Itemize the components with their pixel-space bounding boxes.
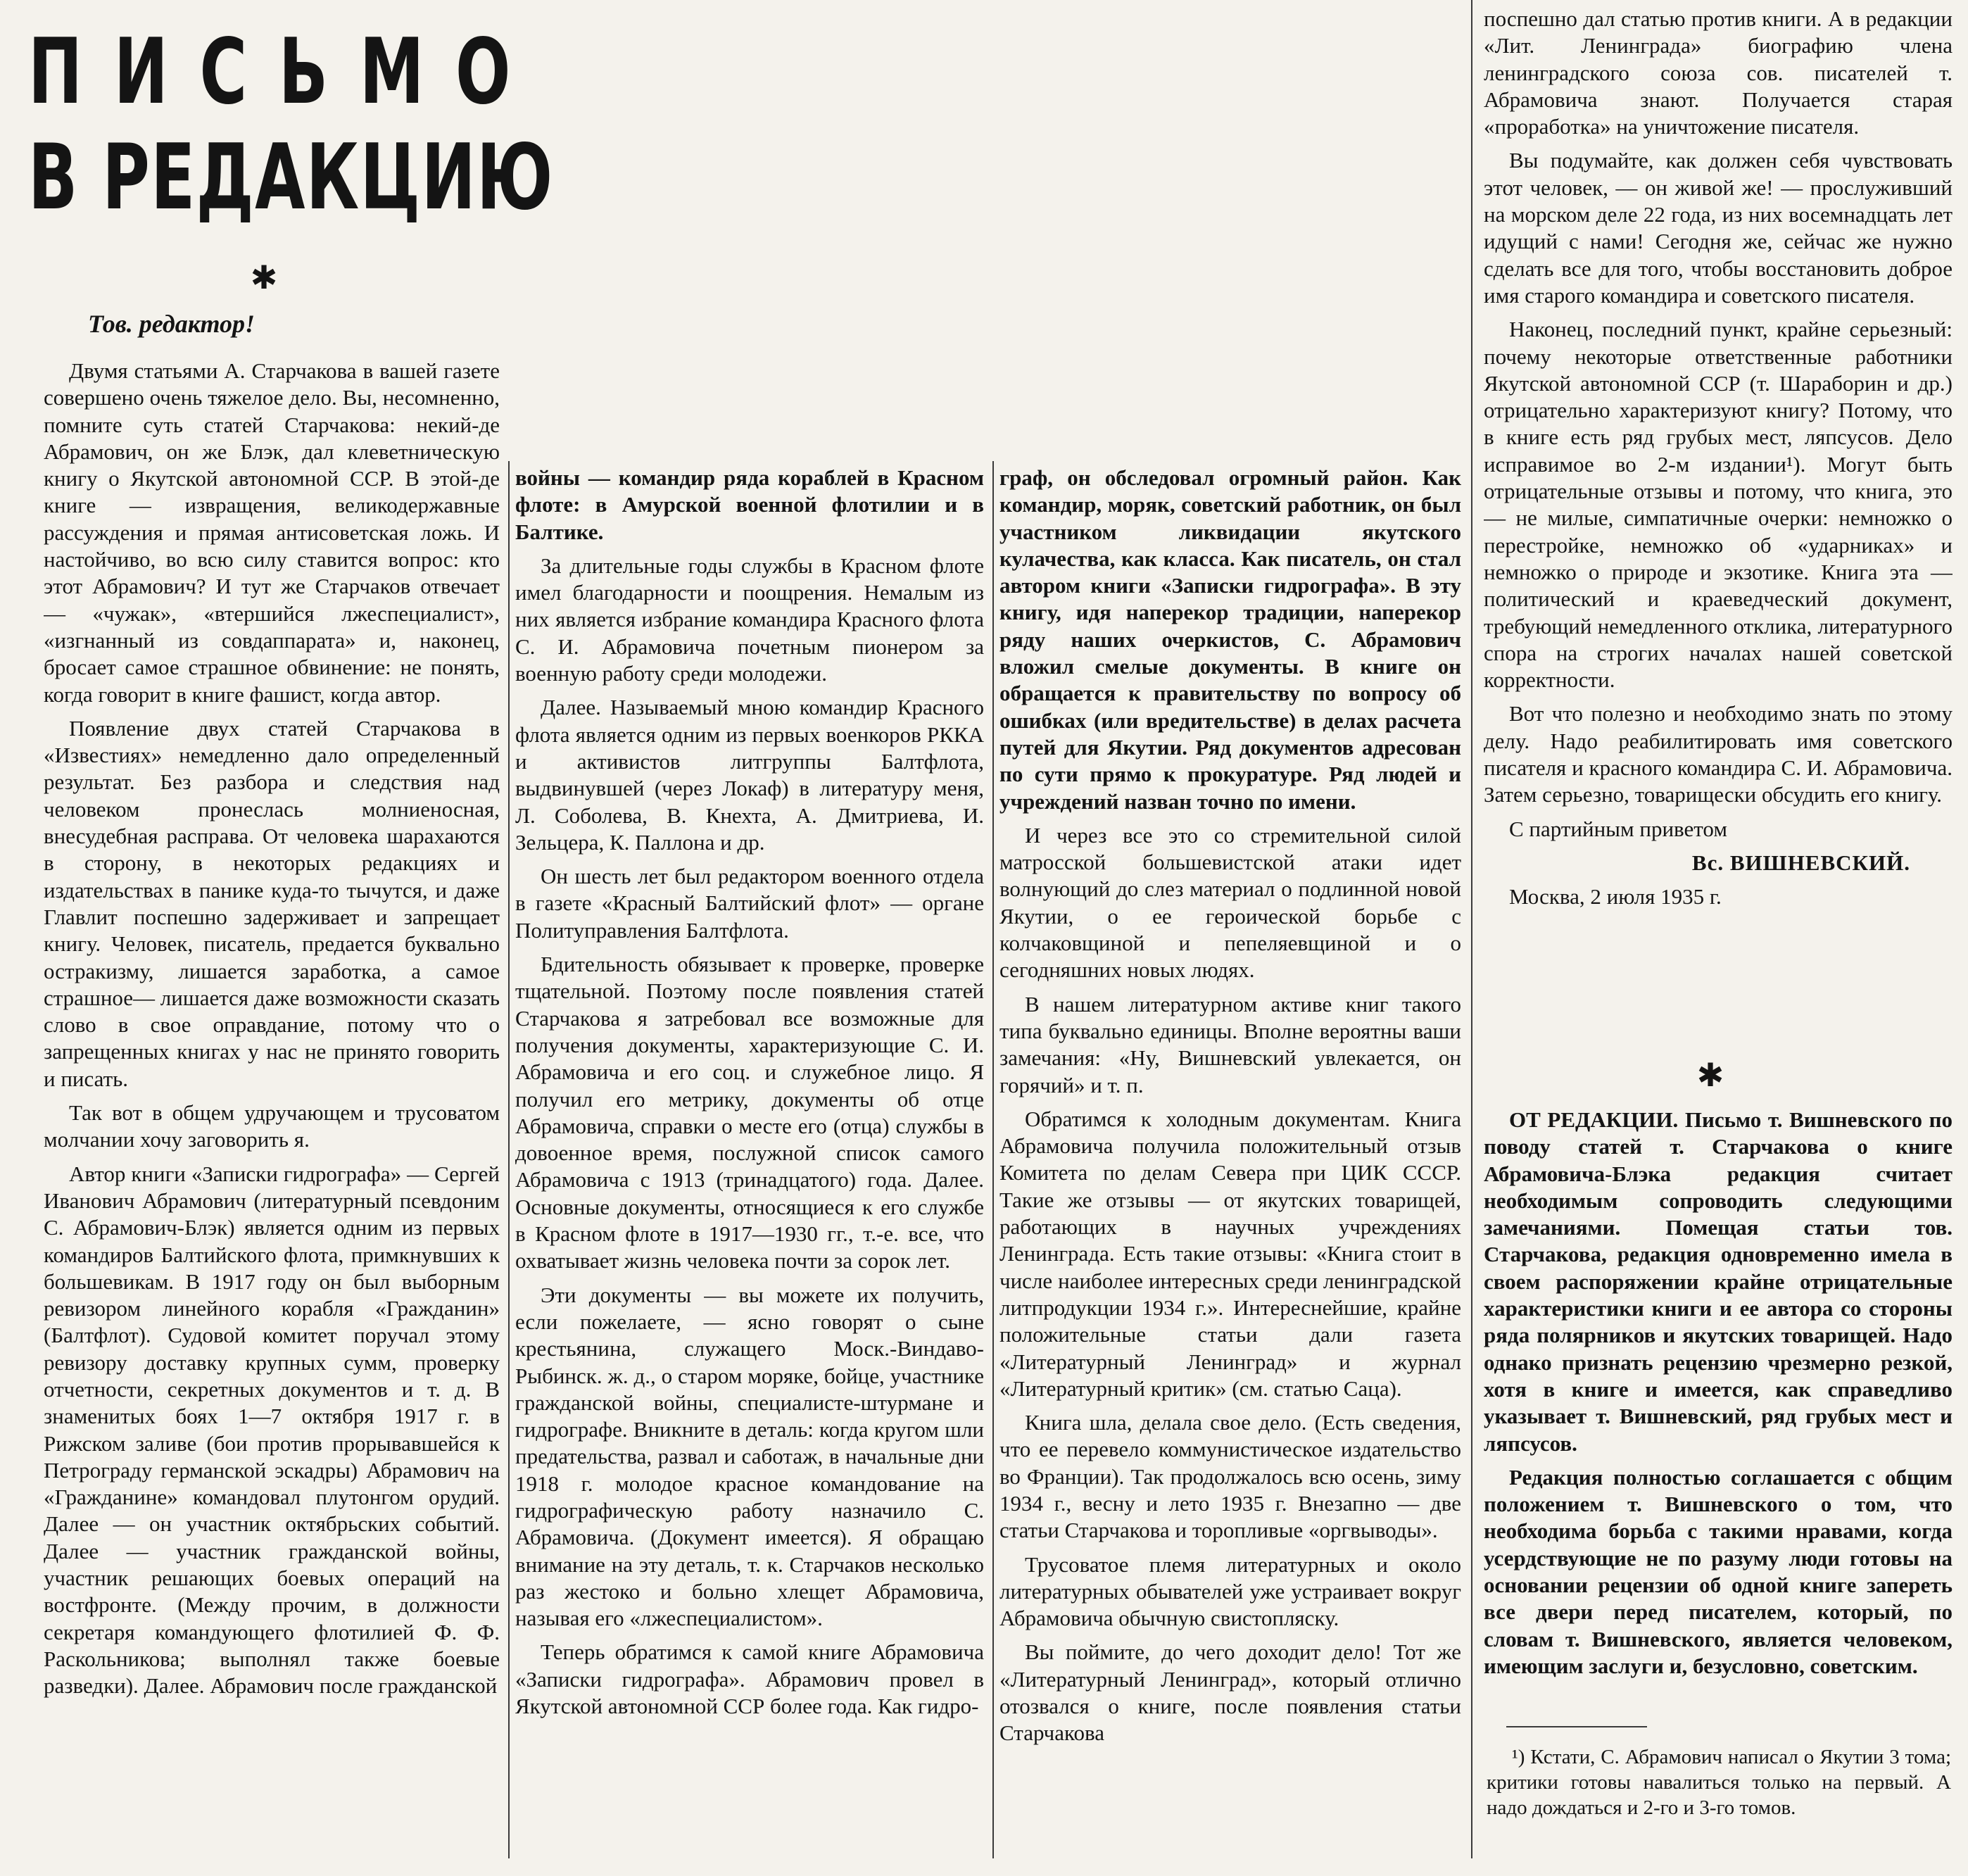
salutation: Тов. редактор! bbox=[88, 310, 256, 338]
paragraph: Теперь обратимся к самой книге Абрамовича «Записки гидрографа». Абрамович провел в Якутской автономной ССР более года. Как гидро- bbox=[515, 1639, 984, 1719]
column-rule bbox=[992, 461, 994, 1858]
column-1 bbox=[44, 358, 500, 1857]
paragraph: И через все это со стремительной силой матросской большевистской атаки идет волнующий до слез материал о подлинной новой Якутии, о ее героической борьбе с колчаковщиной и пепеляевщиной и о сегодняшних новых людях. bbox=[999, 822, 1461, 983]
paragraph: Трусоватое племя литературных и около литературных обывателей уже устраивает вокруг Абрамовича обычную свистопляску. bbox=[999, 1551, 1461, 1631]
paragraph: Наконец, последний пункт, крайне серьезный: почему некоторые ответственные работники Якутской автономной ССР (т. Шараборин и др.) отрицательно характеризуют книгу? Потому, что в книге есть ряд грубых мест, ляпсусов. Дело исправимое во 2-м издании¹). Могут быть отрицательные отзывы и потому, что книга, это — не милые, симпатичные очерки: немножко о перестройке, немножко об «ударниках» и немножко о природе и экзотике. Книга эта — политический и краеведческий документ, требующий немедленного отклика, литературного спора на строгих началах нашей советской корректности. bbox=[1484, 317, 1953, 693]
paragraph: Книга шла, делала свое дело. (Есть сведения, что ее перевело коммунистическое издательство во Франции). Так продолжалось всю осень, зиму 1934 г., весну и лето 1935 г. Внезапно — две статьи Старчакова и торопливые «оргвыводы». bbox=[999, 1410, 1461, 1543]
column-rule bbox=[508, 461, 510, 1858]
footnote-rule bbox=[1506, 1726, 1647, 1727]
place-date: Москва, 2 июля 1935 г. bbox=[1509, 884, 1722, 909]
paragraph: Вы поймите, до чего доходит дело! Тот же «Литературный Ленинград», который отлично отозвался о книге, после появления статьи Старчакова bbox=[999, 1639, 1461, 1746]
paragraph: Вы подумайте, как должен себя чувствовать этот человек, — он живой же! — прослуживший на морском деле 22 года, из них восемнадцать лет идущий с нами! Сегодня же, сейчас же нужно сделать все для того, чтобы восстановить доброе имя старого командира и советского писателя. bbox=[1484, 148, 1953, 308]
paragraph: поспешно дал статью против книги. А в редакции «Лит. Ленинграда» биографию члена ленинградского союза сов. писателей т. Абрамовича знают. Получается старая «проработка» на уничтожение писателя. bbox=[1484, 6, 1953, 139]
star-ornament-editorial: ✱ bbox=[1696, 1057, 1724, 1093]
closing: С партийным приветом bbox=[1509, 816, 1727, 841]
column-2 bbox=[515, 465, 984, 1858]
headline bbox=[28, 20, 554, 231]
signature: Вс. ВИШНЕВСКИЙ. bbox=[1691, 850, 1910, 875]
paragraph: Так вот в общем удручающем и трусоватом молчании хочу заговорить я. bbox=[44, 1100, 500, 1152]
paragraph: Бдительность обязывает к проверке, проверке тщательной. Поэтому после появления статей Старчакова я затребовал все возможные для получения документы, характеризующие С. И. Абрамовича и его соц. и служебное лицо. Я получил его метрику, документы об отце Абрамовича, справки о месте его (отца) службы в довоенное время, послужной список самого Абрамовича с 1913 (тринадцатого) года. Далее. Основные документы, относящиеся к его службе в Красном флоте в 1917—1930 гг., т.-е. все, что охватывает жизнь человека почти за сорок лет. bbox=[515, 952, 984, 1273]
paragraph: Вот что полезно и необходимо знать по этому делу. Надо реабилитировать имя советского писателя и красного командира С. И. Абрамовича. Затем серьезно, товарищески обсудить его книгу. bbox=[1484, 701, 1953, 807]
paragraph: Появление двух статей Старчакова в «Известиях» немедленно дало определенный результат. Без разбора и следствия над человеком пронеслась молниеносная, внесудебная расправа. От человека шарахаются в сторону, в некоторых редакциях и издательствах в панике куда-то тычутся, и даже Главлит поспешно задерживает и запрещает книгу. Человек, писатель, предается буквально остракизму, лишается заработка, а самое страшное— лишается даже возможности сказать слово в свое оправдание, потому что о запрещенных книгах у нас не принято говорить и писать. bbox=[44, 715, 500, 1091]
paragraph: ОТ РЕДАКЦИИ. Письмо т. Вишневского по поводу статей т. Старчакова о книге Абрамовича-Блэка редакция считает необходимым сопроводить следующими замечаниями. Помещая статьи тов. Старчакова, редакция одновременно имела в своем распоряжении крайне отрицательные характеристики книги и ее автора со стороны ряда полярников и якутских товарищей. Надо однако признать рецензию чрезмерно резкой, хотя в книге и имеется, как справедливо указывает т. Вишневский, ряд грубых мест и ляпсусов. bbox=[1484, 1107, 1953, 1456]
paragraph: войны — командир ряда кораблей в Красном флоте: в Амурской военной флотилии и в Балтике. bbox=[515, 465, 984, 544]
paragraph: граф, он обследовал огромный район. Как командир, моряк, советский работник, он был участником ликвидации якутского кулачества, как класса. Как писатель, он стал автором книги «Записки гидрографа». В эту книгу, идя наперекор традиции, наперекор ряду наших очеркистов, С. Абрамович вложил смелые документы. В книге он обращается к правительству по вопросу об ошибках (или вредительстве) в делах расчета путей для Якутии. Ряд документов адресован по сути прямо к прокуратуре. Ряд людей и учреждений назван точно по имени. bbox=[999, 465, 1461, 814]
headline-line-2: В РЕДАКЦИЮ bbox=[28, 125, 554, 230]
footnote bbox=[1487, 1744, 1951, 1820]
paragraph: Он шесть лет был редактором военного отдела в газете «Красный Балтийский флот» — органе Политуправления Балтфлота. bbox=[515, 864, 984, 943]
headline-line-1: ПИСЬМО bbox=[28, 20, 543, 125]
column-4 bbox=[1484, 6, 1953, 1062]
paragraph: За длительные годы службы в Красном флоте имел благодарности и поощрения. Немалым из них является избрание командира Красного флота С. И. Абрамовича почетным пионером за военную работу среди молодежи. bbox=[515, 553, 984, 686]
paragraph: Далее. Называемый мною командир Красного флота является одним из первых военкоров РККА и активистов литгруппы Балтфлота, выдвинувшей (через Локаф) в литературу меня, Л. Соболева, В. Кнехта, А. Дмитриева, И. Зельцера, К. Паллона и др. bbox=[515, 695, 984, 855]
paragraph: Эти документы — вы можете их получить, если пожелаете, — ясно говорят о сыне крестьянина, служащего Моск.-Виндаво-Рыбинск. ж. д., о старом моряке, бойце, участнике гражданской войны, специалисте-штурмане и гидрографе. Вникните в деталь: когда кругом шли предательства, развал и саботаж, в начальные дни 1918 г. молодое красное командование на гидрографическую работу назначило С. Абрамовича. (Документ имеется). Я обращаю внимание на эту деталь, т. к. Старчаков несколько раз жестоко и больно хлещет Абрамовича, называя его «лжеспециалистом». bbox=[515, 1282, 984, 1631]
paragraph: Обратимся к холодным документам. Книга Абрамовича получила положительный отзыв Комитета по делам Севера при ЦИК СССР. Такие же отзывы — от якутских товарищей, работающих в научных учреждениях Ленинграда. Есть такие отзывы: «Книга стоит в числе наиболее интересных среди ленинградской литпродукции 1934 г.». Интереснейшие, крайне положительные статьи дали газета «Литературный Ленинград» и журнал «Литературный критик» (см. статью Саца). bbox=[999, 1106, 1461, 1401]
paragraph: Двумя статьями А. Старчакова в вашей газете совершено очень тяжелое дело. Вы, несомненно, помните суть статей Старчакова: некий-де Абрамович, он же Блэк, дал клеветническую книгу о Якутской автономной ССР. В этой-де книге — извращения, великодержавные рассуждения и прямая антисоветская ложь. И настойчиво, во всю силу ставится вопрос: кто этот Абрамович? И тут же Старчаков отвечает — «чужак», «втершийся лжеспециалист», «изгнанный из совдаппарата» и, наконец, бросает самое страшное обвинение: не понять, когда говорит в книге фашист, когда автор. bbox=[44, 358, 500, 707]
column-rule bbox=[1471, 0, 1472, 1858]
footnote-text: ¹) Кстати, С. Абрамович написал о Якутии 3 тома; критики готовы навалиться только на первый. А надо дождаться и 2-го и 3-го томов. bbox=[1487, 1746, 1951, 1819]
column-3 bbox=[999, 465, 1461, 1858]
paragraph: Редакция полностью соглашается с общим положением т. Вишневского о том, что необходима борьба с такими нравами, когда усердствующие не по разуму люди готовы на основании рецензии об одной книге запереть все двери перед писателем, который, по словам т. Вишневского, является человеком, имеющим заслуги и, безусловно, советским. bbox=[1484, 1464, 1953, 1678]
paragraph: Автор книги «Записки гидрографа» — Сергей Иванович Абрамович (литературный псевдоним С. Абрамович-Блэк) является одним из первых командиров Балтийского флота, примкнувших к большевикам. В 1917 году он был выборным ревизором линейного корабля «Гражданин» (Балтфлот). Судовой комитет поручал этому ревизору доставку крупных сумм, проверку отчетности, секретных документов и т. д. В знаменитых боях 1—7 октября 1917 г. в Рижском заливе (бои против прорывавшейся к Петрограду германской эскадры) Абрамович на «Гражданине» командовал плутонгом орудий. Далее — он участник октябрьских событий. Далее — участник гражданской войны, участник решающих боевых операций на востфронте. (Между прочим, в должности секретаря командующего флотилией Ф. Ф. Раскольникова; выполнял также боевые разведки). Далее. Абрамович после гражданской bbox=[44, 1161, 500, 1699]
paragraph: В нашем литературном активе книг такого типа буквально единицы. Вполне вероятны ваши замечания: «Ну, Вишневский увлекается, он горячий» и т. п. bbox=[999, 991, 1461, 1097]
star-ornament-top: ✱ bbox=[250, 260, 278, 296]
editorial-note bbox=[1484, 1107, 1953, 1712]
